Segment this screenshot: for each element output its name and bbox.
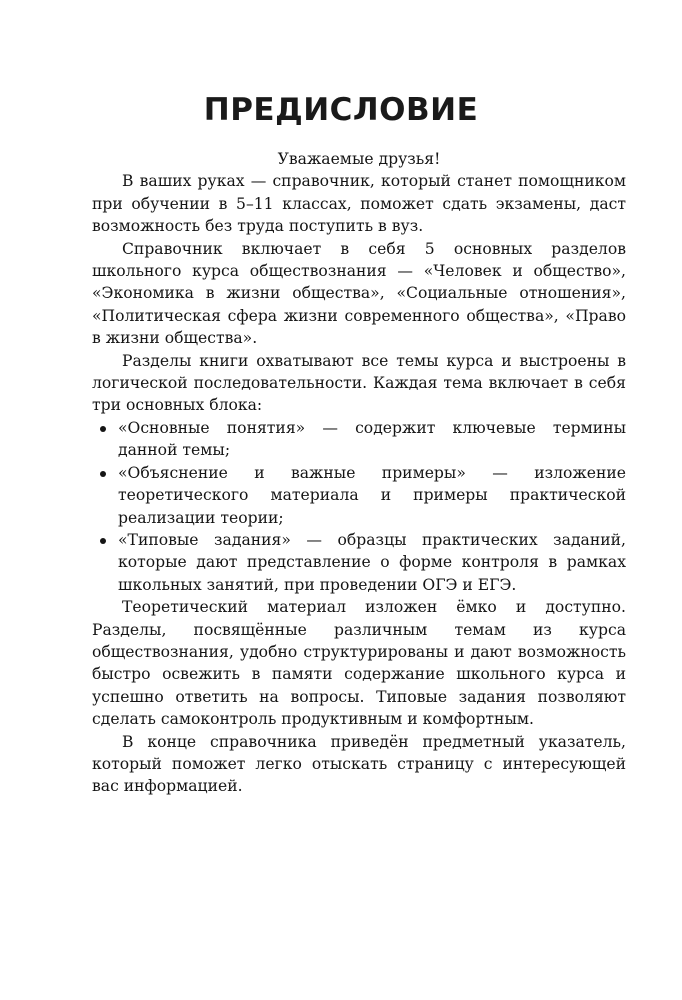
paragraph-outro-2: В конце справочника приведён предметный указатель, который поможет легко отыскать страницу с интересующей вас информацией. — [92, 732, 626, 796]
list-item-text: «Объяснение и важные примеры» — изложение теоретического материала и примеры практической реализации теории; — [118, 463, 626, 527]
greeting: Уважаемые друзья! — [277, 150, 441, 168]
list-item-text: «Основные понятия» — содержит ключевые термины данной темы; — [118, 418, 626, 460]
list-item — [92, 462, 626, 529]
bullet-icon — [100, 538, 106, 544]
paragraph-intro-2: Справочник включает в себя 5 основных разделов школьного курса обществознания — «Человек и общество», «Экономика в жизни общества», «Социальные отношения», «Политическая сфера жизни современного общества», «Право в жизни общества». — [92, 239, 626, 348]
list-item — [92, 417, 626, 462]
blocks-list — [92, 417, 626, 596]
paragraph-outro-1: Теоретический материал изложен ёмко и доступно. Разделы, посвящённые различным темам из курса обществознания, удобно структурированы и дают возможность быстро освежить в памяти содержание школьного курса и успешно ответить на вопросы. Типовые задания позволяют сделать самоконтроль продуктивным и комфортным. — [92, 598, 626, 729]
list-item — [92, 529, 626, 596]
list-item-text: «Типовые задания» — образцы практических заданий, которые дают представление о форме контроля в рамках школьных занятий, при проведении ОГЭ и ЕГЭ. — [118, 530, 626, 594]
preface-body — [92, 148, 626, 798]
bullet-icon — [100, 426, 106, 432]
paragraph-intro-3: Разделы книги охватывают все темы курса и выстроены в логической последовательности. Каждая тема включает в себя три основных блока: — [92, 351, 626, 415]
page-title: ПРЕДИСЛОВИЕ — [203, 92, 479, 128]
bullet-icon — [100, 471, 106, 477]
paragraph-intro-1: В ваших руках — справочник, который станет помощником при обучении в 5–11 классах, поможет сдать экзамены, даст возможность без труда поступить в вуз. — [92, 172, 626, 236]
